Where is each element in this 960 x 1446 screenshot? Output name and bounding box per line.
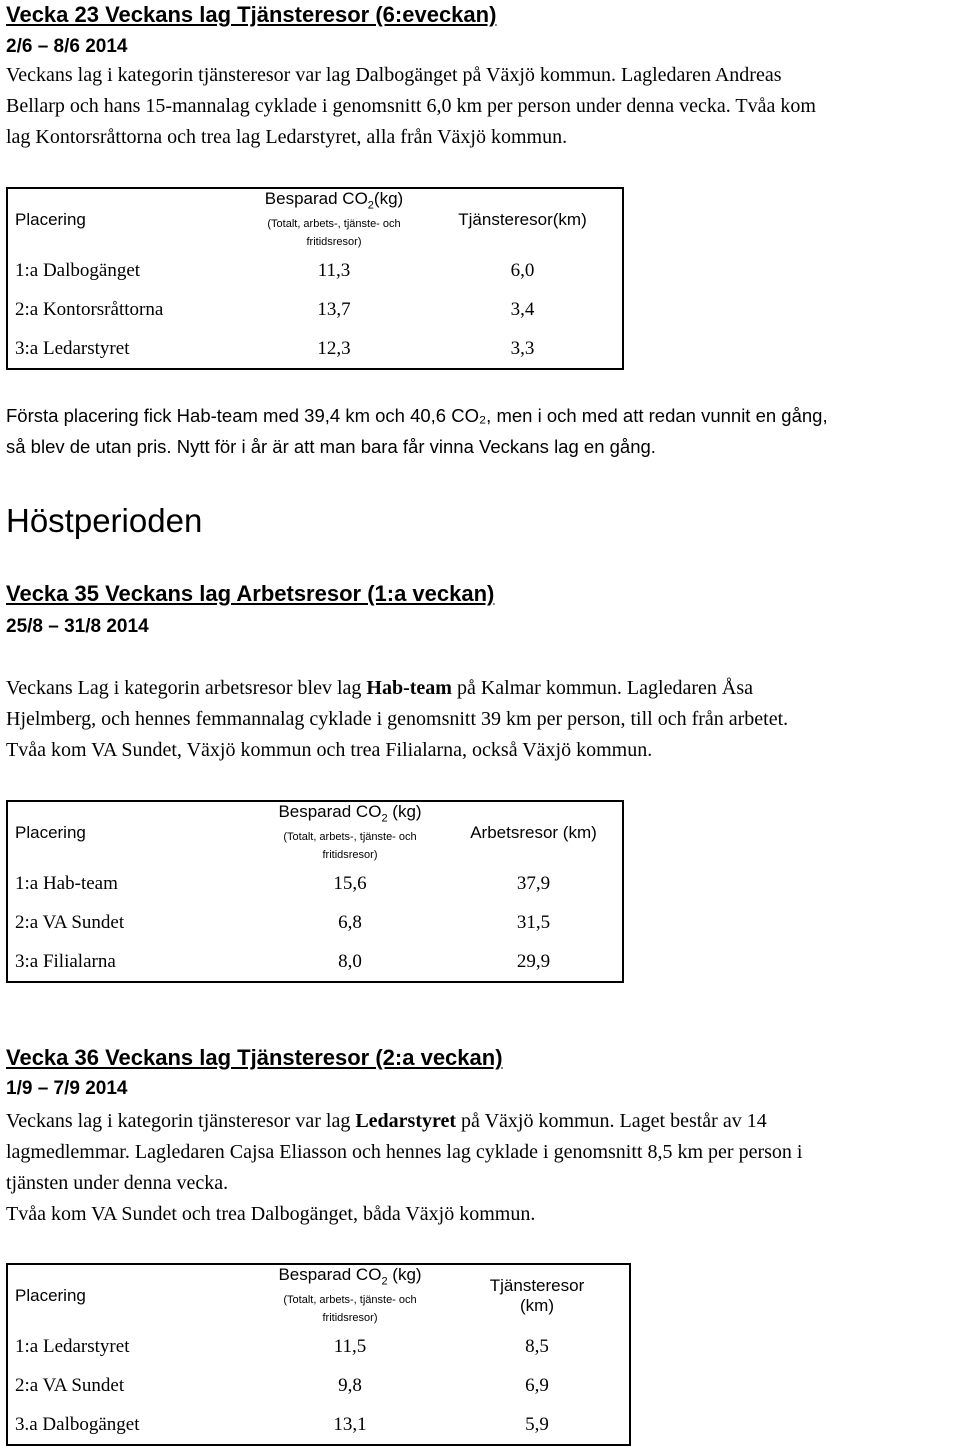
- cell-co2: 11,5: [333, 1335, 367, 1357]
- cell-km: 6,9: [525, 1374, 549, 1396]
- table-row: [7, 1405, 630, 1445]
- col-co2-header: [255, 1264, 445, 1327]
- table-row: [7, 290, 623, 329]
- team-name-bold: Ledarstyret: [355, 1110, 457, 1132]
- co2-note-1: (Totalt, arbets-, tjänste- och: [283, 1294, 417, 1307]
- week35-text-line-2: Hjelmberg, och hennes femmannalag cyklade i genomsnitt 39 km per person, till och från arbetet.: [6, 708, 789, 730]
- col-km-header-line-2: (km): [520, 1296, 554, 1316]
- col-km-header: [445, 1264, 630, 1327]
- week36-dates: 1/9 – 7/9 2014: [6, 1078, 128, 1099]
- week35-dates: 25/8 – 31/8 2014: [6, 616, 149, 637]
- cell-co2: 13,7: [317, 298, 351, 320]
- week23-heading: Vecka 23 Veckans lag Tjänsteresor (6:eveckan): [6, 2, 497, 27]
- col-km-header: Tjänsteresor(km): [458, 210, 587, 230]
- week35-text-line-3: Tvåa kom VA Sundet, Växjö kommun och trea Filialarna, också Växjö kommun.: [6, 739, 653, 761]
- cell-km: 8,5: [525, 1335, 549, 1357]
- co2-unit: (kg): [373, 189, 404, 208]
- co2-unit: (kg): [387, 802, 422, 821]
- team-name-bold: Hab-team: [366, 677, 452, 699]
- week36-text-line-2: lagmedlemmar. Lagledaren Cajsa Eliasson och hennes lag cyklade i genomsnitt 8,5 km per person i: [6, 1141, 803, 1163]
- table-row: [7, 251, 623, 290]
- cell-km: 5,9: [525, 1413, 549, 1435]
- cell-co2: 13,1: [333, 1413, 367, 1435]
- co2-note-2: fritidsresor): [322, 1312, 378, 1325]
- week35-text: [6, 673, 788, 766]
- col-placering-header: Placering: [15, 1286, 86, 1306]
- cell-km: 29,9: [516, 950, 551, 972]
- week35-text-line-1: Veckans Lag i kategorin arbetsresor blev lag Hab-team på Kalmar kommun. Lagledaren Åsa: [6, 677, 753, 699]
- table-header-row: [7, 1264, 630, 1327]
- week23-note-line-1: Första placering fick Hab-team med 39,4 km och 40,6 CO₂, men i och med att redan vunnit en gång,: [6, 405, 828, 426]
- week36-results-table: [6, 1263, 631, 1446]
- week36-text-line-4: Tvåa kom VA Sundet och trea Dalbogänget, båda Växjö kommun.: [6, 1203, 536, 1225]
- co2-subscript: 2: [367, 199, 374, 212]
- cell-co2: 9,8: [338, 1374, 362, 1396]
- co2-note-2: fritidsresor): [322, 849, 378, 862]
- week36-text-line-3: tjänsten under denna vecka.: [6, 1172, 229, 1194]
- table-row: [7, 1327, 630, 1366]
- week23-note-line-2: så blev de utan pris. Nytt för i år är att man bara får vinna Veckans lag en gång.: [6, 436, 656, 457]
- week36-heading: Vecka 36 Veckans lag Tjänsteresor (2:a veckan): [6, 1045, 503, 1070]
- col-placering-header: Placering: [15, 823, 86, 843]
- table-header-row: [7, 188, 623, 251]
- season-title: Höstperioden: [6, 502, 203, 539]
- co2-subscript: 2: [381, 812, 388, 825]
- cell-co2: 11,3: [317, 259, 351, 281]
- co2-unit: (kg): [387, 1265, 422, 1284]
- week36-text: [6, 1106, 802, 1230]
- table-row: [7, 942, 623, 982]
- cell-km: 37,9: [516, 872, 551, 894]
- week23-results-table: [6, 187, 624, 370]
- table-row: [7, 329, 623, 369]
- week23-dates: 2/6 – 8/6 2014: [6, 36, 128, 57]
- co2-note-2: fritidsresor): [306, 236, 362, 249]
- week23-text: [6, 60, 816, 153]
- week36-text-line-1: Veckans lag i kategorin tjänsteresor var lag Ledarstyret på Växjö kommun. Laget består av 14: [6, 1110, 767, 1132]
- cell-place: 2:a VA Sundet: [15, 1374, 125, 1396]
- cell-co2: 6,8: [338, 911, 362, 933]
- cell-km: 3,3: [510, 337, 535, 359]
- co2-subscript: 2: [381, 1275, 388, 1288]
- co2-label: Besparad CO: [278, 802, 382, 821]
- co2-note-1: (Totalt, arbets-, tjänste- och: [267, 218, 401, 231]
- table-header-row: [7, 801, 623, 864]
- week35-results-table: [6, 800, 624, 983]
- cell-place: 2:a VA Sundet: [15, 911, 125, 933]
- col-co2-header: [255, 801, 445, 864]
- cell-place: 3:a Ledarstyret: [15, 337, 130, 359]
- cell-place: 3.a Dalbogänget: [15, 1413, 140, 1435]
- cell-place: 1:a Dalbogänget: [15, 259, 141, 281]
- co2-label: Besparad CO: [278, 1265, 382, 1284]
- cell-place: 2:a Kontorsråttorna: [15, 298, 164, 320]
- week23-note: [6, 400, 828, 462]
- table-row: [7, 1366, 630, 1405]
- cell-co2: 12,3: [317, 337, 351, 359]
- cell-co2: 15,6: [333, 872, 367, 894]
- cell-place: 3:a Filialarna: [15, 950, 116, 972]
- col-km-header: Arbetsresor (km): [470, 823, 597, 843]
- table-row: [7, 864, 623, 903]
- week35-heading: Vecka 35 Veckans lag Arbetsresor (1:a veckan): [6, 581, 495, 606]
- cell-km: 31,5: [516, 911, 551, 933]
- col-co2-header: [245, 188, 423, 251]
- cell-place: 1:a Hab-team: [15, 872, 118, 894]
- cell-km: 6,0: [510, 259, 535, 281]
- cell-km: 3,4: [510, 298, 535, 320]
- co2-note-1: (Totalt, arbets-, tjänste- och: [283, 831, 417, 844]
- co2-label: Besparad CO: [264, 189, 368, 208]
- week23-text-line-3: lag Kontorsråttorna och trea lag Ledarstyret, alla från Växjö kommun.: [6, 126, 568, 148]
- col-placering-header: Placering: [15, 210, 86, 230]
- week23-text-line-1: Veckans lag i kategorin tjänsteresor var lag Dalbogänget på Växjö kommun. Lagledaren Andreas: [6, 64, 782, 86]
- table-row: [7, 903, 623, 942]
- cell-place: 1:a Ledarstyret: [15, 1335, 130, 1357]
- col-km-header-line-1: Tjänsteresor: [489, 1276, 585, 1296]
- week23-text-line-2: Bellarp och hans 15-mannalag cyklade i genomsnitt 6,0 km per person under denna vecka. Tvåa kom: [6, 95, 816, 117]
- cell-co2: 8,0: [338, 950, 362, 972]
